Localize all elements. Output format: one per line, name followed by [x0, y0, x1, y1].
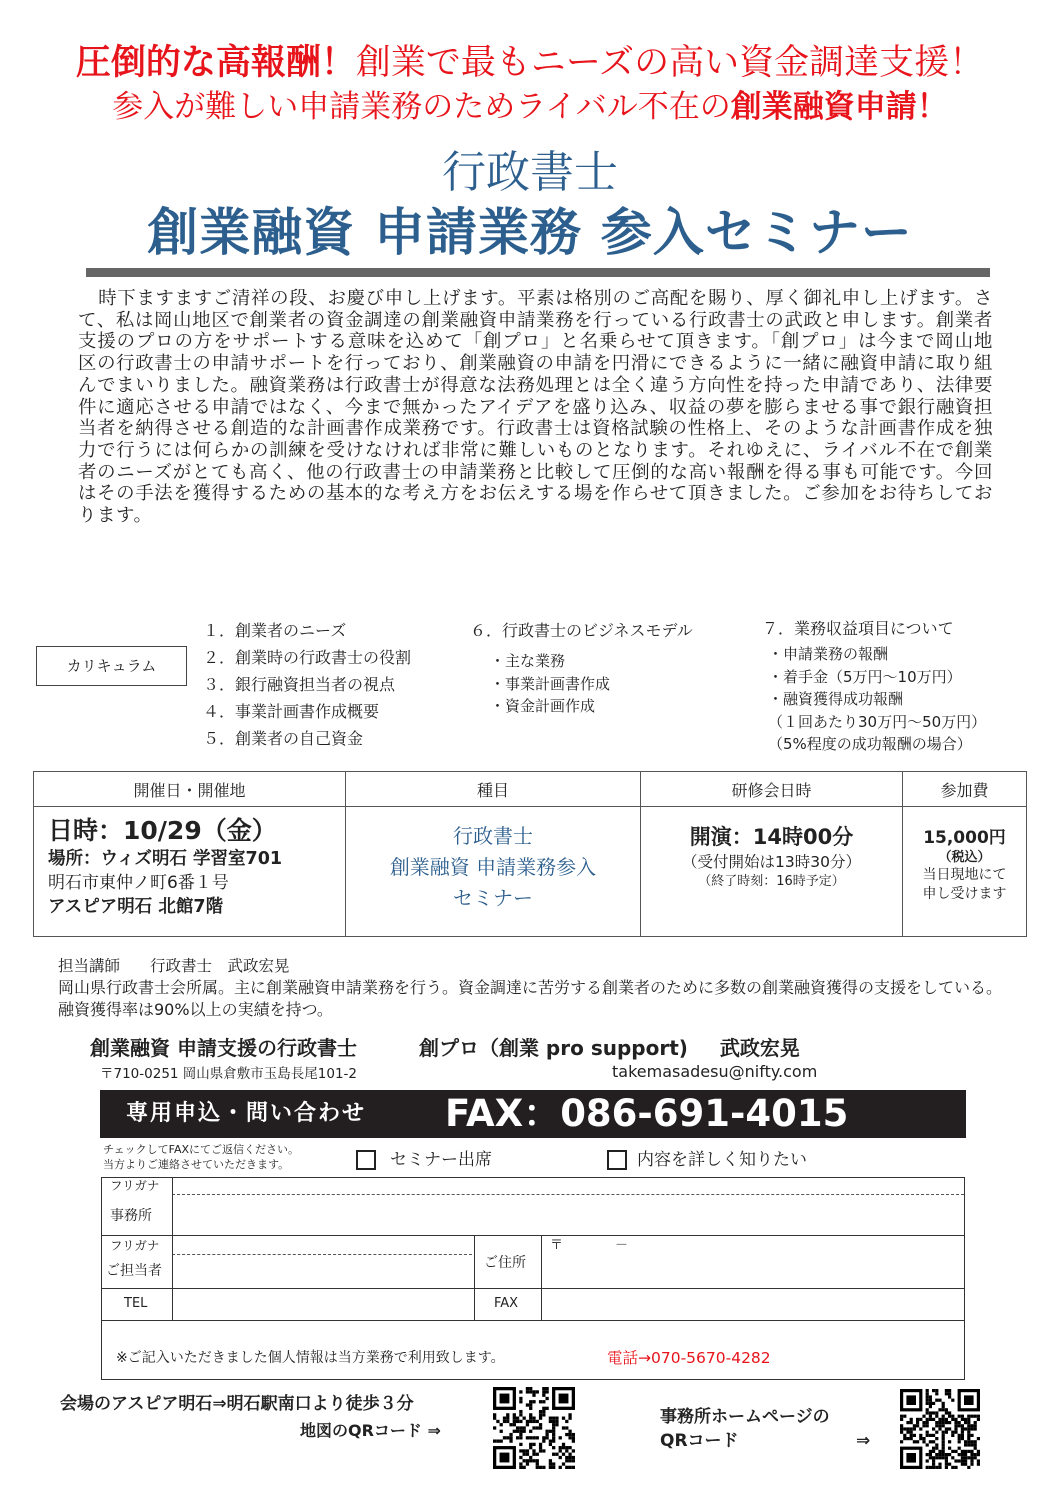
header-time: 研修会日時 [641, 772, 903, 807]
form-rule [102, 1235, 964, 1236]
homepage-note: 事務所ホームページの [660, 1407, 830, 1427]
headline-text: 創業で最もニーズの高い資金調達支援！ [355, 43, 985, 83]
check-note-line: 当方よりご連絡させていただきます。 [103, 1158, 290, 1171]
title-underline [86, 268, 990, 277]
office-field-label: 事務所 [110, 1208, 152, 1224]
form-rule [474, 1235, 475, 1320]
schedule-table [33, 771, 1027, 937]
contact-bar [100, 1090, 966, 1138]
curriculum-heading: ６．行政書士のビジネスモデル [470, 621, 693, 640]
curriculum-heading: ７．業務収益項目について [762, 619, 954, 638]
map-qr-code[interactable] [493, 1387, 575, 1469]
curriculum-subitem: ・資金計画作成 [490, 697, 596, 715]
start-time: 開演：14時00分 [689, 825, 854, 849]
event-title-line: 行政書士 [453, 824, 533, 848]
schedule-row [34, 807, 1027, 937]
curriculum-subitem: （１回あたり30万円〜50万円） [768, 712, 987, 731]
curriculum-col3-list [768, 643, 986, 756]
check-note [103, 1142, 299, 1172]
office-title: 創業融資 申請支援の行政書士 [90, 1036, 357, 1060]
form-rule [541, 1235, 542, 1320]
instructor-bio: 岡山県行政書士会所属。主に創業融資申請業務を行う。資金調達に苦労する創業者のために多数の創業融資獲得の支援をしている。融資獲得率は90%以上の実績を持つ。 [58, 978, 1003, 1019]
title-line1: 行政書士 [442, 147, 618, 198]
office-email[interactable]: takemasadesu@nifty.com [612, 1062, 818, 1081]
event-place: 場所：ウィズ明石 学習室701 [48, 849, 283, 869]
cell-venue [34, 807, 346, 937]
fee-amount: 15,000円 [923, 828, 1006, 848]
contact-bar-label: 専用申込・問い合わせ [126, 1101, 367, 1126]
event-title-line: 創業融資 申請業務参入 [389, 855, 597, 879]
phone-number[interactable]: 電話→070-5670-4282 [607, 1349, 771, 1367]
option-details[interactable] [607, 1148, 807, 1172]
headline-text-2: 参入が難しい申請業務のためライバル不在の [112, 89, 731, 125]
checkbox-details[interactable] [607, 1150, 627, 1170]
office-person: 武政宏晃 [719, 1036, 800, 1060]
schedule-header-row [34, 772, 1027, 807]
map-qr-label: 地図のQRコード ⇒ [300, 1421, 441, 1440]
cell-fee [903, 807, 1027, 937]
curriculum-col3 [762, 615, 954, 642]
furigana-label-2: フリガナ [110, 1238, 160, 1253]
curriculum-item: ２．創業時の行政書士の役割 [203, 648, 412, 667]
privacy-note: ※ご記入いただきました個人情報は当方業務で利用致します。 [116, 1350, 505, 1366]
event-building: アスピア明石 北館7階 [48, 897, 224, 917]
intro-paragraph: 時下ますますご清祥の段、お慶び申し上げます。平素は格別のご高配を賜り、厚く御礼申し上げます。さて、私は岡山地区で創業者の資金調達の創業融資申請業務を行っている行政書士の武政と申します。創業者支援のプロの方をサポートする意味を込めて「創プロ」と名乗らせて頂きます。「創プロ」は今まで岡山地区の行政書士の申請サポートを行っており、創業融資の申請を円滑にできるように一緒に融資申請に取り組んでまいりました。融資業務は行政書士が得意な法務処理とは全く違う方向性を持った申請であり、法律要件に適応させる申請ではなく、今まで無かったアイデアを盛り込み、収益の夢を膨らませる事で銀行融資担当者を納得させる創造的な計画書作成業務です。行政書士は資格試験の性格上、そのような計画書作成を独力で行うには何らかの訓練を受けなければ非常に難しいものとなります。それゆえに、ライバル不在で創業者のニーズがとても高く、他の行政書士の申請業務と比較して圧倒的な高い報酬を得る事も可能です。今回はその手法を獲得するための基本的な考え方をお伝えする場を作らせて頂きました。ご参加をお待ちしております。 [78, 288, 993, 527]
headline-emphasis-2: 創業融資申請！ [730, 89, 948, 125]
homepage-qr-label: QRコード [660, 1431, 739, 1451]
cell-time [641, 807, 903, 937]
headline-emphasis: 圧倒的な高報酬！ [75, 42, 356, 83]
curriculum-col2-list [490, 650, 610, 718]
person-field-label: ご担当者 [106, 1263, 162, 1279]
option-seminar[interactable] [356, 1148, 492, 1172]
contact-bar-fax[interactable]: FAX：086-691-4015 [445, 1092, 849, 1135]
curriculum-subitem: ・融資獲得成功報酬 [768, 690, 904, 708]
form-rule [102, 1320, 964, 1321]
curriculum-col1 [203, 617, 411, 752]
person-input[interactable] [174, 1256, 472, 1287]
tel-input[interactable] [174, 1290, 472, 1319]
tel-field-label: TEL [124, 1296, 148, 1311]
headline-line2 [0, 86, 1060, 128]
curriculum-label: カリキュラム [36, 646, 187, 686]
checkbox-seminar[interactable] [356, 1150, 376, 1170]
end-time: （終了時刻：16時予定） [698, 874, 845, 889]
curriculum-item: ５．創業者の自己資金 [203, 729, 364, 748]
event-date: 日時：10/29（金） [48, 816, 277, 845]
check-note-line: チェックしてFAXにてご返信ください。 [103, 1143, 300, 1156]
curriculum-subitem: ・事業計画書作成 [490, 674, 611, 693]
header-venue: 開催日・開催地 [34, 772, 346, 807]
fax-input[interactable] [543, 1290, 963, 1319]
option-details-label: 内容を詳しく知りたい [637, 1150, 807, 1170]
reception-time: （受付開始は13時30分） [682, 853, 861, 871]
event-title-line: セミナー [453, 886, 533, 910]
homepage-qr-arrow: ⇒ [856, 1431, 871, 1451]
curriculum-col2 [470, 617, 693, 644]
fee-note: 申し受けます [922, 886, 1007, 902]
office-input[interactable] [174, 1196, 962, 1234]
option-seminar-label: セミナー出席 [390, 1150, 492, 1170]
fee-note: 当日現地にて [922, 867, 1007, 883]
curriculum-item: ４．事業計画書作成概要 [203, 702, 380, 721]
application-form [101, 1177, 965, 1380]
instructor-label: 担当講師 [58, 957, 121, 975]
fee-tax: （税込） [938, 850, 991, 865]
instructor-name: 行政書士 武政宏晃 [150, 957, 290, 975]
instructor-line [58, 955, 290, 977]
curriculum-item: ３．銀行融資担当者の視点 [203, 675, 396, 694]
form-rule [172, 1254, 472, 1255]
header-event: 種目 [346, 772, 641, 807]
header-fee: 参加費 [903, 772, 1027, 807]
office-line [90, 1034, 800, 1062]
headline-line1 [0, 40, 1060, 86]
furigana-label: フリガナ [110, 1178, 160, 1193]
office-address: 〒710-0251 岡山県倉敷市玉島長尾101-2 [100, 1066, 358, 1082]
form-rule [172, 1194, 964, 1195]
homepage-qr-code[interactable] [900, 1389, 980, 1469]
curriculum-subitem: ・申請業務の報酬 [768, 645, 889, 663]
event-address: 明石市東仲ノ町6番１号 [48, 873, 229, 893]
curriculum-subitem: ・主な業務 [490, 652, 566, 670]
cell-event [346, 807, 641, 937]
venue-note: 会場のアスピア明石⇒明石駅南口より徒歩３分 [60, 1394, 414, 1414]
office-brand: 創プロ（創業 pro support) [418, 1036, 688, 1060]
curriculum-subitem: ・着手金（5万円〜10万円） [768, 667, 962, 686]
title-line2: 創業融資 申請業務 参入セミナー [147, 204, 913, 263]
form-rule [172, 1178, 173, 1320]
fax-field-label: FAX [494, 1296, 519, 1311]
curriculum-subitem: （5%程度の成功報酬の場合） [768, 735, 972, 753]
address-field-label: ご住所 [484, 1255, 526, 1271]
curriculum-item: １．創業者のニーズ [203, 621, 347, 640]
postal-label: 〒 － [550, 1238, 629, 1253]
form-rule [102, 1288, 964, 1289]
address-input[interactable] [543, 1237, 963, 1287]
